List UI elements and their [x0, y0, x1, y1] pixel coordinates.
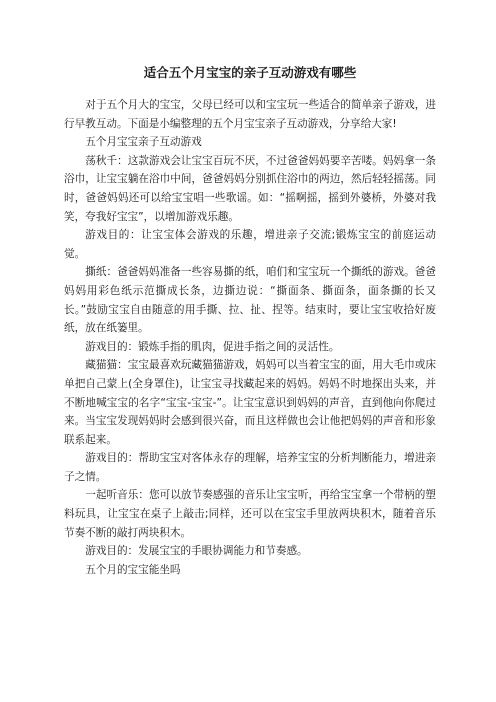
- game-music-purpose: 游戏目的：发展宝宝的手眼协调能力和节奏感。: [85, 545, 308, 558]
- game-tear-paper-purpose: 游戏目的：锻炼手指的肌肉，促进手指之间的灵活性。: [85, 340, 340, 353]
- section-heading: 五个月宝宝亲子互动游戏: [85, 136, 202, 149]
- game-swing-paragraph: 荡秋千：这款游戏会让宝宝百玩不厌，不过爸爸妈妈要辛苦喽。妈妈拿一条浴巾，让宝宝躺在浴巾中间，爸爸妈妈分别抓住浴巾的两边，然后轻轻摇荡。同时，爸爸妈妈还可以给宝宝唱一些歌谣。如：“摇啊摇，摇到外婆桥，外婆对我笑，夸我好宝宝”，以增加游戏乐趣。: [64, 154, 436, 223]
- next-section-heading: 五个月的宝宝能坐吗: [85, 563, 181, 576]
- game-swing-purpose: 游戏目的：让宝宝体会游戏的乐趣，增进亲子交流;锻炼宝宝的前庭运动觉。: [64, 229, 436, 260]
- game-music-paragraph: 一起听音乐：您可以放节奏感强的音乐让宝宝听，再给宝宝拿一个带柄的塑料玩具，让宝宝在桌子上敲击;同样，还可以在宝宝手里放两块积木，随着音乐节奏不断的敲打两块积木。: [64, 489, 436, 539]
- game-peekaboo-purpose: 游戏目的：帮助宝宝对客体永存的理解，培养宝宝的分析判断能力，增进亲子之情。: [64, 452, 436, 483]
- intro-paragraph: 对于五个月大的宝宝，父母已经可以和宝宝玩一些适合的简单亲子游戏，进行早教互动。下面是小编整理的五个月宝宝亲子互动游戏，分享给大家!: [64, 99, 436, 130]
- game-peekaboo-paragraph: 藏猫猫：宝宝最喜欢玩藏猫猫游戏，妈妈可以当着宝宝的面，用大毛巾或床单把自己蒙上(全身罩住)，让宝宝寻找藏起来的妈妈。妈妈不时地探出头来，并不断地喊宝宝的名字“宝宝-宝宝-”。让宝宝意识到妈妈的声音，直到他向你爬过来。当宝宝发现妈妈时会感到很兴奋，而且这样做也会让他把妈妈的声音和形象联系起来。: [64, 359, 436, 446]
- game-tear-paper-paragraph: 撕纸：爸爸妈妈准备一些容易撕的纸，咱们和宝宝玩一个撕纸的游戏。爸爸妈妈用彩色纸示范撕成长条，边撕边说：“撕面条、撕面条，面条撕的长又长。”鼓励宝宝自由随意的用手撕、拉、扯、捏等。结束时，要让宝宝收拾好废纸，放在纸篓里。: [64, 266, 436, 335]
- document-title: 适合五个月宝宝的亲子互动游戏有哪些: [143, 65, 357, 80]
